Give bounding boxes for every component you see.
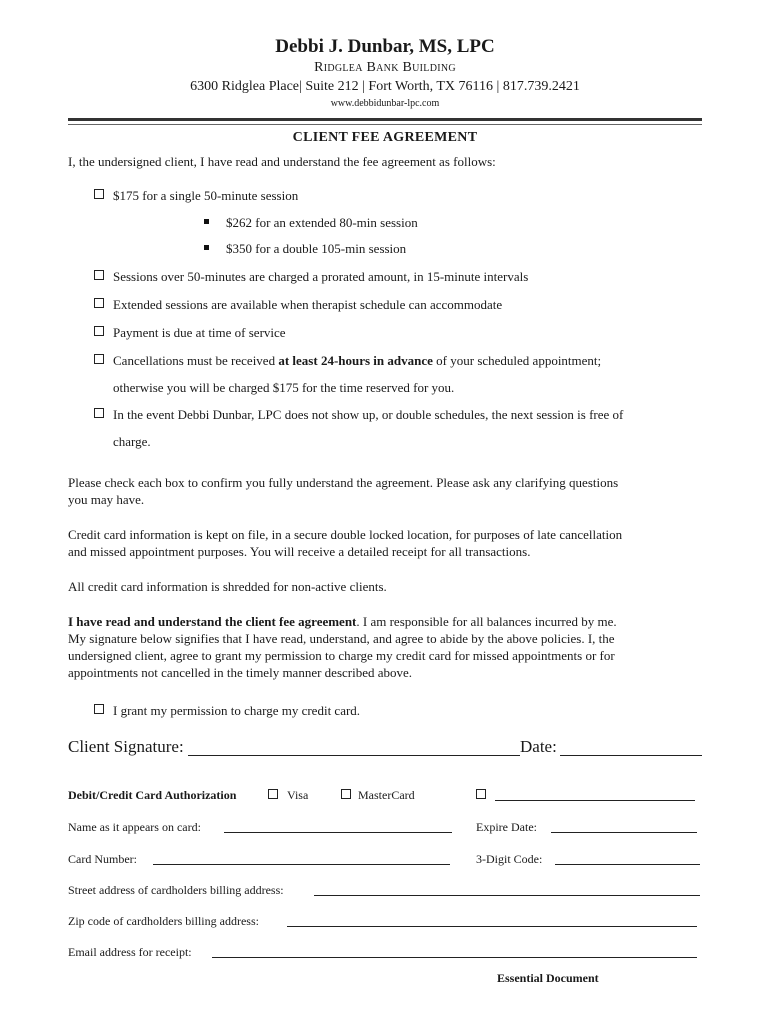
checkbox-payment-due[interactable] <box>94 326 104 336</box>
card-name-field[interactable] <box>224 832 452 833</box>
prorated-text: Sessions over 50-minutes are charged a prorated amount, in 15-minute intervals <box>113 269 529 284</box>
card-authorization-label: Debit/Credit Card Authorization <box>68 788 237 802</box>
document-title: CLIENT FEE AGREEMENT <box>292 130 478 145</box>
client-signature-label: Client Signature: <box>68 737 184 756</box>
header-divider-thin <box>68 124 702 125</box>
extended-fee-text: $262 for an extended 80-min session <box>226 215 418 230</box>
date-label: Date: <box>520 737 557 756</box>
mastercard-label: MasterCard <box>358 788 415 802</box>
checkbox-visa[interactable] <box>268 789 278 799</box>
cancellation-text: Cancellations must be received at least 24-hours in advance of your scheduled appointment; <box>113 353 602 368</box>
visa-label: Visa <box>287 788 309 802</box>
website-link[interactable]: www.debbidunbar-lpc.com <box>330 98 440 109</box>
street-address-label: Street address of cardholders billing address: <box>68 883 284 897</box>
card-number-field[interactable] <box>153 864 450 865</box>
checkbox-other-card[interactable] <box>476 789 486 799</box>
agreement-paragraph: I have read and understand the client fee agreement. I am responsible for all balances incurred by me. My signature below signifies that I have read, understand, and agree to abide by the above policies. I, the undersigned client, agree to grant my permission to charge my credit card for missed appointments or for appointments not cancelled in the timely manner described above. <box>68 614 617 680</box>
footer-label: Essential Document <box>497 971 599 985</box>
grant-permission-text: I grant my permission to charge my credit card. <box>113 703 361 718</box>
signature-date-field[interactable] <box>560 755 702 756</box>
security-code-field[interactable] <box>555 864 700 865</box>
zip-code-field[interactable] <box>287 926 697 927</box>
client-signature-field[interactable] <box>188 755 520 756</box>
checkbox-prorated[interactable] <box>94 270 104 280</box>
email-label: Email address for receipt: <box>68 945 192 959</box>
payment-text: Payment is due at time of service <box>113 325 286 340</box>
street-address-field[interactable] <box>314 895 700 896</box>
expire-date-label: Expire Date: <box>476 820 537 834</box>
header-divider-thick <box>68 118 702 121</box>
session-fee-text: $175 for a single 50-minute session <box>113 188 299 203</box>
checkbox-session-fee[interactable] <box>94 189 104 199</box>
intro-text: I, the undersigned client, I have read and understand the fee agreement as follows: <box>68 154 496 169</box>
security-code-label: 3-Digit Code: <box>476 852 543 866</box>
expire-date-field[interactable] <box>551 832 697 833</box>
bullet-square-icon <box>204 245 209 250</box>
other-card-type-field[interactable] <box>495 800 695 801</box>
double-fee-text: $350 for a double 105-min session <box>226 241 407 256</box>
card-name-label: Name as it appears on card: <box>68 820 201 834</box>
zip-code-label: Zip code of cardholders billing address: <box>68 914 259 928</box>
card-number-label: Card Number: <box>68 852 137 866</box>
checkbox-grant-permission[interactable] <box>94 704 104 714</box>
availability-text: Extended sessions are available when therapist schedule can accommodate <box>113 297 503 312</box>
confirm-paragraph: Please check each box to confirm you fully understand the agreement. Please ask any clarifying questions you may have. <box>68 475 619 507</box>
building-name: Ridglea Bank Building <box>314 60 456 75</box>
checkbox-no-show[interactable] <box>94 408 104 418</box>
no-show-text: In the event Debbi Dunbar, LPC does not show up, or double schedules, the next session is free of <box>113 407 624 422</box>
cancellation-text-line2: otherwise you will be charged $175 for the time reserved for you. <box>113 380 455 395</box>
email-field[interactable] <box>212 957 697 958</box>
practitioner-name: Debbi J. Dunbar, MS, LPC <box>275 36 495 57</box>
office-address: 6300 Ridglea Place| Suite 212 | Fort Worth, TX 76116 | 817.739.2421 <box>190 79 580 94</box>
no-show-text-line2: charge. <box>113 434 151 449</box>
card-storage-paragraph: Credit card information is kept on file, in a secure double locked location, for purposes of late cancellation and missed appointment purposes. You will receive a detailed receipt for all transactions. <box>68 527 623 559</box>
checkbox-mastercard[interactable] <box>341 789 351 799</box>
checkbox-extended-availability[interactable] <box>94 298 104 308</box>
shred-paragraph: All credit card information is shredded for non-active clients. <box>68 579 387 594</box>
bullet-square-icon <box>204 219 209 224</box>
checkbox-cancellation[interactable] <box>94 354 104 364</box>
